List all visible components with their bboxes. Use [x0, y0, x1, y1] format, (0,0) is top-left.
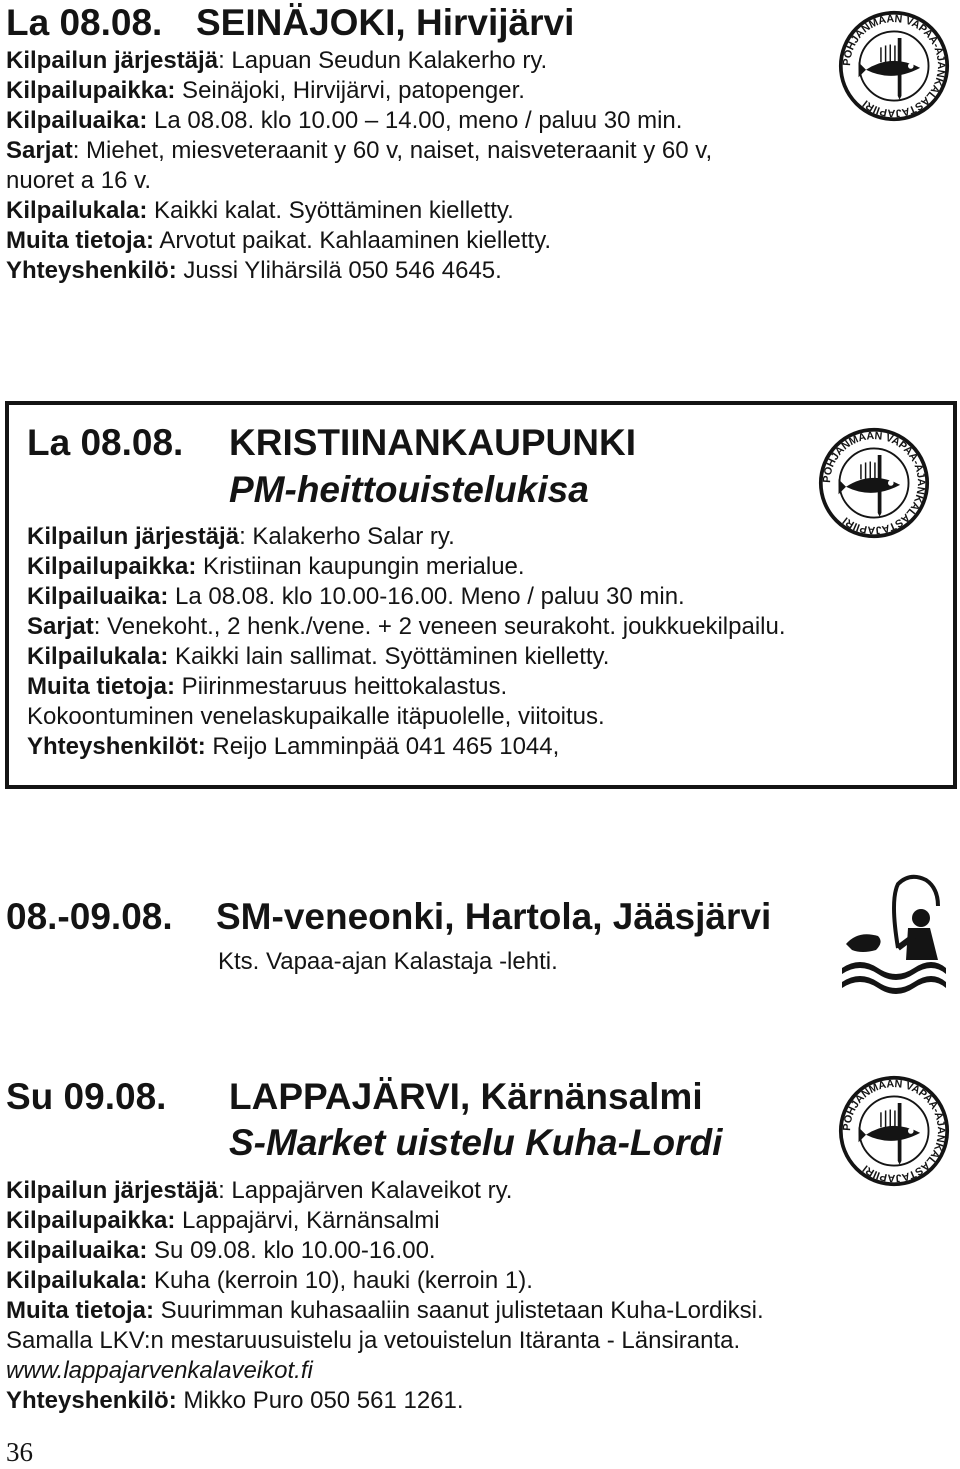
- event-lappajarvi: [6, 1073, 926, 1416]
- event-kristiinankaupunki: [27, 418, 827, 762]
- club-logo: [838, 1075, 950, 1187]
- event-heading: [27, 418, 827, 468]
- svg-text:POHJANMAAN VAPAA-AJANKALASTAJA: POHJANMAAN VAPAA-AJANKALASTAJAPIIRI: [821, 429, 927, 537]
- detail-line: Yhteyshenkilö: Mikko Puro 050 561 1261.: [6, 1387, 464, 1414]
- event-details: [27, 522, 827, 762]
- detail-line: Kilpailuaika: La 08.08. klo 10.00 – 14.00, meno / paluu 30 min.: [6, 107, 683, 134]
- detail-line: Kilpailupaikka: Seinäjoki, Hirvijärvi, patopenger.: [6, 77, 525, 104]
- detail-line: Kilpailun järjestäjä: Kalakerho Salar ry.: [27, 523, 455, 550]
- detail-line: Samalla LKV:n mestaruusuistelu ja vetouistelun Itäranta - Länsiranta.: [6, 1327, 741, 1354]
- svg-text:POHJANMAAN VAPAA-AJANKALASTAJA: POHJANMAAN VAPAA-AJANKALASTAJAPIIRI: [841, 1077, 947, 1185]
- emblem-icon: [838, 10, 950, 122]
- detail-line: nuoret a 16 v.: [6, 167, 151, 194]
- event-title: SEINÄJOKI, Hirvijärvi: [196, 2, 575, 43]
- detail-line: Yhteyshenkilöt: Reijo Lamminpää 041 465 1044,: [27, 733, 560, 760]
- detail-line: Kilpailun järjestäjä: Lapuan Seudun Kalakerho ry.: [6, 47, 548, 74]
- club-logo: [818, 427, 930, 539]
- emblem-icon: [838, 1075, 950, 1187]
- event-date: La 08.08.: [6, 2, 163, 43]
- club-logo: [838, 10, 950, 122]
- detail-line: Kilpailukala: Kaikki lain sallimat. Syöttäminen kielletty.: [27, 643, 610, 670]
- website-link[interactable]: www.lappajarvenkalaveikot.fi: [6, 1357, 313, 1384]
- detail-line: Muita tietoja: Arvotut paikat. Kahlaaminen kielletty.: [6, 227, 552, 254]
- event-title: SM-veneonki, Hartola, Jääsjärvi: [216, 896, 772, 937]
- event-heading: [6, 0, 816, 46]
- detail-line: Kilpailukala: Kaikki kalat. Syöttäminen kielletty.: [6, 197, 514, 224]
- event-heading: [6, 1073, 926, 1121]
- detail-line: Kilpailuaika: La 08.08. klo 10.00-16.00. Meno / paluu 30 min.: [27, 583, 685, 610]
- event-sm-veneonki: [6, 893, 826, 977]
- event-subtitle: PM-heittouistelukisa: [229, 469, 589, 510]
- emblem-icon: [818, 427, 930, 539]
- detail-line: Kilpailun järjestäjä: Lappajärven Kalaveikot ry.: [6, 1177, 513, 1204]
- ice-fishing-pictogram-icon: [838, 870, 950, 995]
- event-seinajoki: [6, 0, 816, 286]
- detail-line: Muita tietoja: Piirinmestaruus heittokalastus.: [27, 673, 508, 700]
- detail-line: Sarjat: Miehet, miesveteraanit y 60 v, naiset, naisveteraanit y 60 v,: [6, 137, 713, 164]
- event-date: Su 09.08.: [6, 1076, 167, 1117]
- page-number: 36: [6, 1437, 33, 1467]
- event-subtitle: S-Market uistelu Kuha-Lordi: [229, 1122, 723, 1163]
- event-title: LAPPAJÄRVI, Kärnänsalmi: [229, 1076, 703, 1117]
- detail-line: Muita tietoja: Suurimman kuhasaaliin saanut julistetaan Kuha-Lordiksi.: [6, 1297, 764, 1324]
- event-date: 08.-09.08.: [6, 896, 173, 937]
- detail-line: Kilpailupaikka: Kristiinan kaupungin merialue.: [27, 553, 525, 580]
- detail-line: Sarjat: Venekoht., 2 henk./vene. + 2 veneen seurakoht. joukkuekilpailu.: [27, 613, 786, 640]
- detail-line: Kilpailupaikka: Lappajärvi, Kärnänsalmi: [6, 1207, 440, 1234]
- event-details: [6, 1176, 926, 1416]
- detail-line: Kilpailukala: Kuha (kerroin 10), hauki (kerroin 1).: [6, 1267, 533, 1294]
- svg-text:POHJANMAAN VAPAA-AJANKALASTAJA: POHJANMAAN VAPAA-AJANKALASTAJAPIIRI: [841, 12, 947, 120]
- event-details: [6, 46, 816, 286]
- event-note: Kts. Vapaa-ajan Kalastaja -lehti.: [218, 948, 558, 975]
- event-heading: [6, 893, 826, 941]
- detail-line: Kilpailuaika: Su 09.08. klo 10.00-16.00.: [6, 1237, 436, 1264]
- event-date: La 08.08.: [27, 422, 184, 463]
- ice-fishing-pictogram: [838, 870, 950, 995]
- detail-line: Kokoontuminen venelaskupaikalle itäpuolelle, viitoitus.: [27, 703, 605, 730]
- event-title: KRISTIINANKAUPUNKI: [229, 422, 636, 463]
- detail-line: Yhteyshenkilö: Jussi Ylihärsilä 050 546 4645.: [6, 257, 502, 284]
